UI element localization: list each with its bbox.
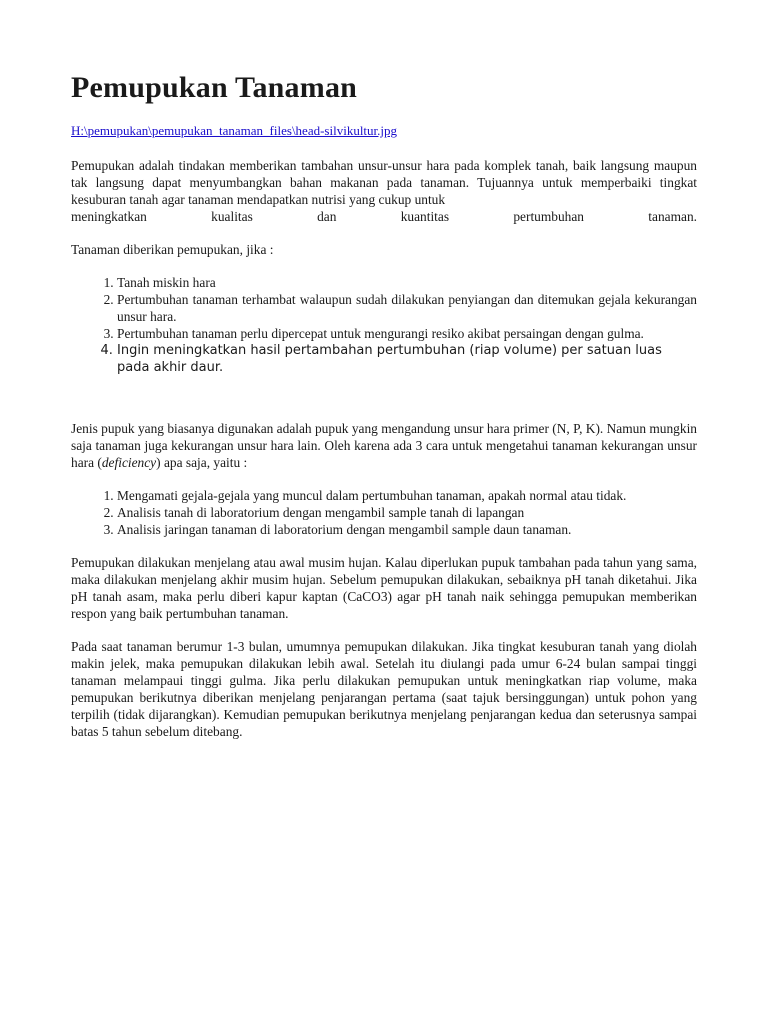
page-title: Pemupukan Tanaman [71,71,358,104]
paragraph-fertilizer-types [71,420,697,471]
methods-list [71,487,697,538]
paragraph-conditions-intro: Tanaman diberikan pemupukan, jika : [71,242,274,257]
list-item: 3. Analisis jaringan tanaman di laboratorium dengan mengambil sample daun tanaman. [117,521,697,538]
paragraph-definition-tail: meningkatkan kualitas dan kuantitas pertumbuhan tanaman. [71,209,697,224]
paragraph-fertilizer-types-text: Jenis pupuk yang biasanya digunakan adalah pupuk yang mengandung unsur hara primer (N, P, K). Namun mungkin saja tanaman juga kekurangan unsur hara lain. Oleh karena ada 3 cara untuk mengetahui tanaman kekurangan unsur hara ( [71,421,697,470]
paragraph-fertilizer-types-end: ) apa saja, yaitu : [156,455,248,470]
image-link[interactable]: H:\pemupukan\pemupukan_tanaman_files\head-silvikultur.jpg [71,123,398,138]
list-item: 4. Ingin meningkatkan hasil pertambahan pertumbuhan (riap volume) per satuan luas pada akhir daur. [117,342,697,376]
list-item: 2. Pertumbuhan tanaman terhambat walaupun sudah dilakukan penyiangan dan ditemukan gejala kekurangan unsur hara. [117,291,697,325]
conditions-list [71,274,697,376]
paragraph-definition-main: Pemupukan adalah tindakan memberikan tambahan unsur-unsur hara pada komplek tanah, baik langsung maupun tak langsung dapat menyumbangkan bahan makanan pada tanaman. Tujuannya untuk memperbaiki tingkat kesuburan tanah agar tanaman mendapatkan nutrisi yang cukup untuk [71,158,697,207]
deficiency-term: deficiency [101,455,157,470]
list-item: 1. Tanah miskin hara [117,274,697,291]
paragraph-schedule: Pada saat tanaman berumur 1-3 bulan, umumnya pemupukan dilakukan. Jika tingkat kesuburan tanah yang diolah makin jelek, maka pemupukan dilakukan lebih awal. Setelah itu diulangi pada umur 6-24 bulan sampai tinggi tanaman melampaui tinggi gulma. Jika perlu dilakukan pemupukan untuk meningkatkan riap volume, maka pemupukan berikutnya diberikan menjelang penjarangan pertama (saat tajuk bersinggungan) untuk pohon yang terpilih (tidak dijarangkan). Kemudian pemupukan berikutnya menjelang penjarangan kedua dan seterusnya sampai batas 5 tahun sebelum ditebang. [71,639,697,739]
list-item: 3. Pertumbuhan tanaman perlu dipercepat untuk mengurangi resiko akibat persaingan dengan gulma. [117,325,697,342]
document-content [71,70,697,740]
list-item: 2. Analisis tanah di laboratorium dengan mengambil sample tanah di lapangan [117,504,697,521]
paragraph-definition [71,157,697,208]
list-item: 1. Mengamati gejala-gejala yang muncul dalam pertumbuhan tanaman, apakah normal atau tidak. [117,487,697,504]
paragraph-timing: Pemupukan dilakukan menjelang atau awal musim hujan. Kalau diperlukan pupuk tambahan pada tahun yang sama, maka dilakukan menjelang akhir musim hujan. Sebelum pemupukan dilakukan, sebaiknya pH tanah diketahui. Jika pH tanah asam, maka perlu diberi kapur kaptan (CaCO3) agar pH tanah naik sehingga pemupukan memberikan respon yang baik pertumbuhan tanaman. [71,555,697,621]
